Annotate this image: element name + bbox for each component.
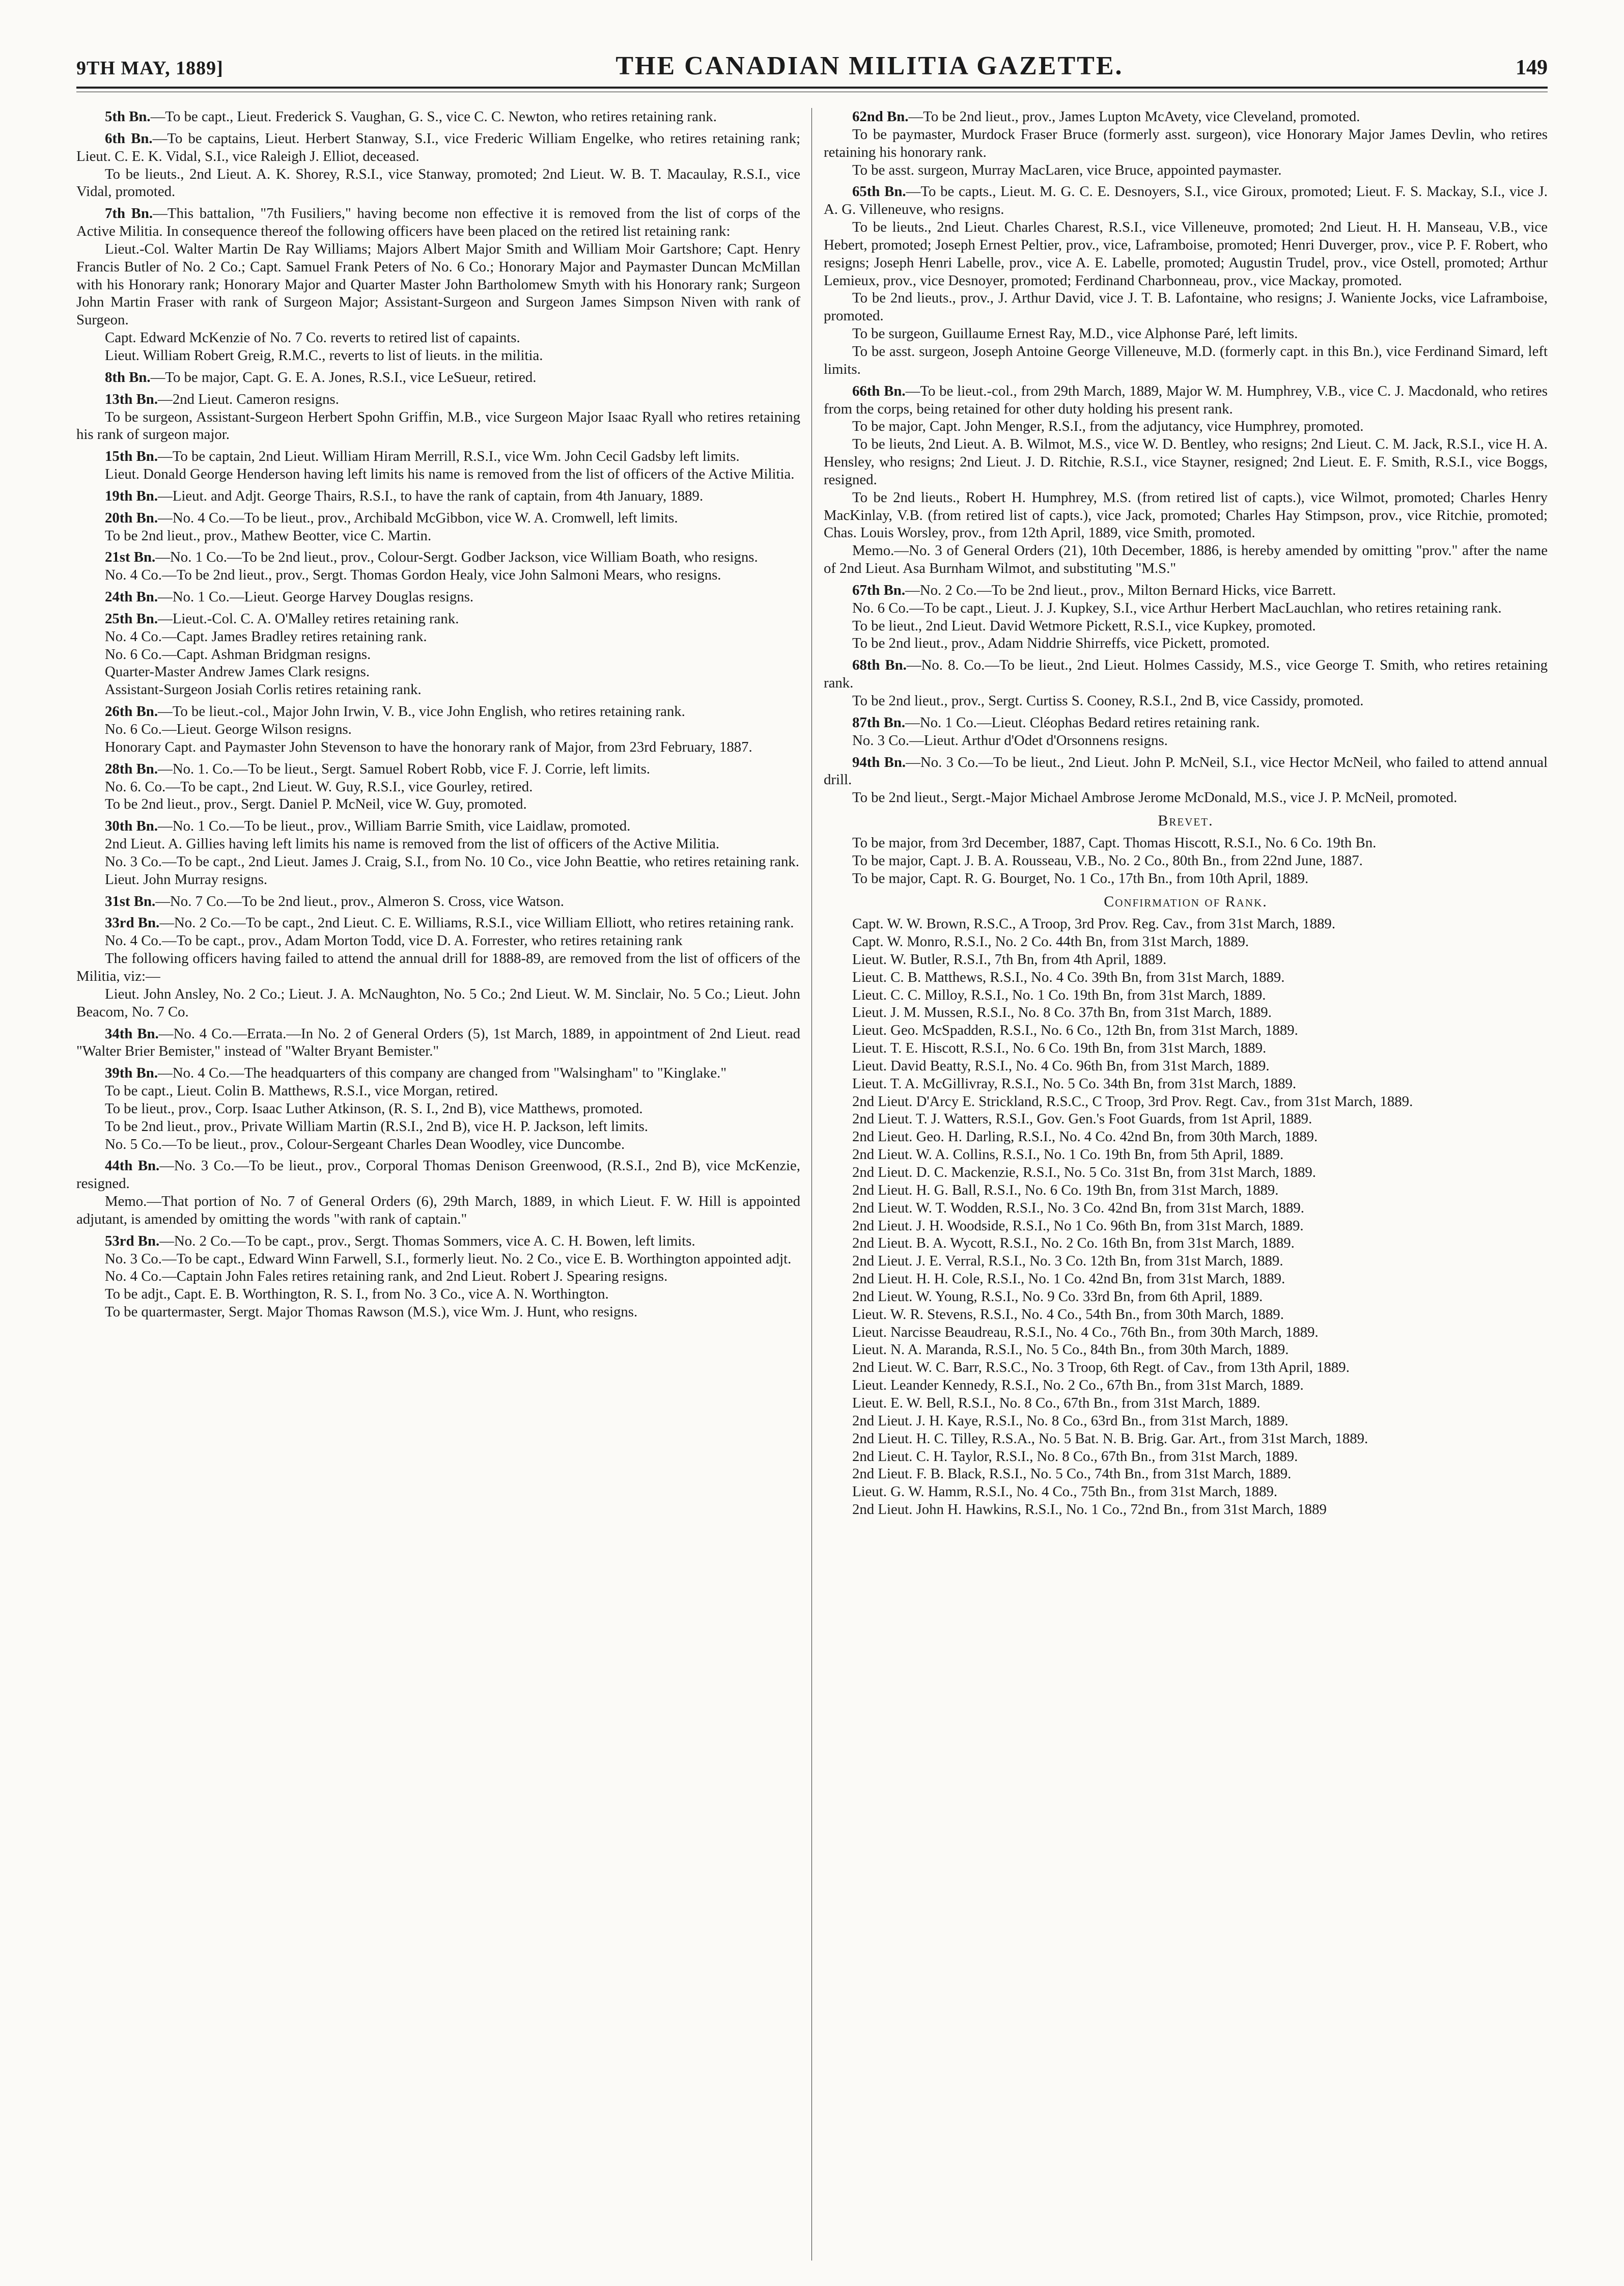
battalion-label: 20th Bn.: [105, 509, 158, 526]
order-line: —No. 7 Co.—To be 2nd lieut., prov., Almeron S. Cross, vice Watson.: [155, 893, 564, 910]
order-line: Honorary Capt. and Paymaster John Stevenson to have the honorary rank of Major, from 23rd February, 1887.: [105, 738, 752, 755]
order-line: To be lieut., 2nd Lieut. David Wetmore Pickett, R.S.I., vice Kupkey, promoted.: [852, 617, 1316, 634]
order-line: Lieut. Donald George Henderson having left limits his name is removed from the list of officers of the Active Militia.: [105, 466, 795, 483]
order-line: —To be capts., Lieut. M. G. C. E. Desnoyers, S.I., vice Giroux, promoted; Lieut. F. S. Mackay, S.I., vice J. A. G. Villeneuve, who resigns.: [824, 183, 1548, 218]
order-line: —To be capt., Lieut. Frederick S. Vaughan, G. S., vice C. C. Newton, who retires retaining rank.: [150, 108, 717, 125]
order-line: Lieut.-Col. Walter Martin De Ray Williams; Majors Albert Major Smith and William Moir Gartshore; Capt. Henry Francis Butler of No. 2 Co.; Capt. Samuel Frank Peters of No. 6 Co.; Honorary Major and Paymaster Duncan McMillan with his Honorary rank; Honorary Major and Quarter Master John Bartholomew Smyth with his Honorary rank; Surgeon John Martin Fraser with rank of Surgeon Major; Assistant-Surgeon and Surgeon James Simpson Niven with rank of Surgeon.: [76, 240, 800, 328]
order-text: [824, 183, 1548, 218]
order-entry: [76, 817, 800, 888]
order-entry: [824, 656, 1548, 710]
confirmation-line: Lieut. E. W. Bell, R.S.I., No. 8 Co., 67th Bn., from 31st March, 1889.: [852, 1394, 1261, 1411]
order-line: To be lieuts., 2nd Lieut. Charles Charest, R.S.I., vice Villeneuve, promoted; 2nd Lieut. H. H. Manseau, V.B., vice Hebert, promoted; Joseph Ernest Peltier, prov., vice, Laframboise, promoted; Henri Duverger, prov., vice P. F. Robert, who resigns; Joseph Henri Labelle, prov., vice A. E. Labelle, promoted; Augustin Trudel, prov., vice Ostell, promoted; Arthur Lemieux, prov., vice Desnoyer, promoted; Ferdinand Charbonneau, prov., vice Mackay, promoted.: [824, 219, 1548, 289]
order-line: —To be 2nd lieut., prov., James Lupton McAvety, vice Cleveland, promoted.: [908, 108, 1360, 125]
order-paragraph: [824, 218, 1548, 289]
order-line: —To be captains, Lieut. Herbert Stanway, S.I., vice Frederic William Engelke, who retires retaining rank; Lieut. C. E. K. Vidal, S.I., vice Raleigh J. Elliot, deceased.: [76, 130, 800, 164]
order-line: To be major, Capt. John Menger, R.S.I., from the adjutancy, vice Humphrey, promoted.: [852, 418, 1364, 435]
brevet-line: To be major, Capt. J. B. A. Rousseau, V.B., No. 2 Co., 80th Bn., from 22nd June, 1887.: [852, 852, 1363, 869]
order-entry: [824, 754, 1548, 807]
order-entry: [76, 369, 800, 387]
battalion-label: 8th Bn.: [105, 369, 151, 385]
confirmation-line: 2nd Lieut. W. A. Collins, R.S.I., No. 1 Co. 19th Bn, from 5th April, 1889.: [852, 1146, 1284, 1163]
page-number: 149: [1516, 56, 1548, 79]
order-paragraph: [76, 1136, 800, 1153]
order-paragraph: [76, 408, 800, 444]
order-line: No. 4 Co.—Capt. James Bradley retires retaining rank.: [105, 628, 427, 645]
order-line: To be lieuts., 2nd Lieut. A. K. Shorey, R.S.I., vice Stanway, promoted; 2nd Lieut. W. B. T. Macaulay, R.S.I., vice Vidal, promoted.: [76, 166, 800, 200]
confirmation-line: 2nd Lieut. H. C. Tilley, R.S.A., No. 5 Bat. N. B. Brig. Gar. Art., from 31st March, 1889.: [852, 1430, 1368, 1447]
order-paragraph: [76, 1303, 800, 1321]
order-paragraph: [76, 795, 800, 813]
order-line: No. 6 Co.—Capt. Ashman Bridgman resigns.: [105, 646, 371, 663]
order-paragraph: [76, 347, 800, 365]
confirmation-line: Lieut. G. W. Hamm, R.S.I., No. 4 Co., 75th Bn., from 31st March, 1889.: [852, 1483, 1278, 1500]
order-entry: [76, 487, 800, 505]
order-entry: [76, 205, 800, 365]
order-text: [76, 448, 800, 465]
order-line: To be 2nd lieut., prov., Private William Martin (R.S.I., 2nd B), vice H. P. Jackson, left limits.: [105, 1118, 648, 1135]
order-entry: [824, 108, 1548, 179]
order-line: —No. 2 Co.—To be 2nd lieut., prov., Milton Bernard Hicks, vice Barrett.: [905, 582, 1336, 598]
battalion-label: 31st Bn.: [105, 893, 156, 910]
order-paragraph: [76, 1118, 800, 1136]
order-paragraph: [76, 853, 800, 871]
confirmation-line: 2nd Lieut. J. H. Woodside, R.S.I., No 1 Co. 96th Bn, from 31st March, 1889.: [852, 1217, 1304, 1234]
order-text: [76, 391, 800, 408]
battalion-label: 94th Bn.: [852, 754, 906, 770]
confirmation-line: 2nd Lieut. D. C. Mackenzie, R.S.I., No. 5 Co. 31st Bn, from 31st March, 1889.: [852, 1164, 1317, 1180]
order-line: To be 2nd lieut., prov., Mathew Beotter, vice C. Martin.: [105, 527, 432, 544]
order-line: Capt. Edward McKenzie of No. 7 Co. reverts to retired list of capaints.: [105, 329, 520, 346]
confirmation-line: 2nd Lieut. Geo. H. Darling, R.S.I., No. 4 Co. 42nd Bn, from 30th March, 1889.: [852, 1128, 1318, 1145]
order-entry: [76, 1064, 800, 1153]
battalion-label: 68th Bn.: [852, 657, 907, 674]
order-line: To be lieut., prov., Corp. Isaac Luther Atkinson, (R. S. I., 2nd B), vice Matthews, promoted.: [105, 1100, 643, 1117]
order-paragraph: [824, 343, 1548, 378]
brevet-line: To be major, Capt. R. G. Bourget, No. 1 Co., 17th Bn., from 10th April, 1889.: [852, 870, 1309, 887]
order-line: —No. 1 Co.—To be 2nd lieut., prov., Colour-Sergt. Godber Jackson, vice William Boath, who resigns.: [155, 549, 758, 566]
brevet-section: [824, 834, 1548, 888]
order-text: [824, 754, 1548, 789]
order-line: Lieut. John Ansley, No. 2 Co.; Lieut. J. A. McNaughton, No. 5 Co.; 2nd Lieut. W. M. Sinclair, No. 5 Co.; Lieut. John Beacom, No. 7 Co.: [76, 985, 800, 1020]
confirmation-line: Lieut. T. E. Hiscott, R.S.I., No. 6 Co. 19th Bn, from 31st March, 1889.: [852, 1040, 1267, 1057]
order-paragraph: [76, 663, 800, 681]
order-text: [76, 1064, 800, 1082]
right-column-orders: [824, 108, 1548, 807]
issue-date: 9TH MAY, 1889]: [76, 58, 223, 79]
order-line: —To be lieut.-col., Major John Irwin, V. B., vice John English, who retires retaining rank.: [158, 703, 685, 720]
order-text: [76, 509, 800, 527]
order-text: [76, 588, 800, 606]
order-paragraph: [824, 635, 1548, 652]
order-text: [76, 914, 800, 932]
confirmation-line: 2nd Lieut. J. E. Verral, R.S.I., No. 3 Co. 12th Bn, from 31st March, 1889.: [852, 1253, 1283, 1270]
order-line: —2nd Lieut. Cameron resigns.: [158, 391, 339, 407]
order-line: To be 2nd lieut., Sergt.-Major Michael Ambrose Jerome McDonald, M.S., vice J. P. McNeil, promoted.: [852, 789, 1458, 806]
order-text: [76, 205, 800, 240]
order-line: —No. 1. Co.—To be lieut., Sergt. Samuel Robert Robb, vice F. J. Corrie, left limits.: [158, 760, 650, 777]
confirmation-line: 2nd Lieut. John H. Hawkins, R.S.I., No. 1 Co., 72nd Bn., from 31st March, 1889: [852, 1501, 1327, 1518]
order-paragraph: [76, 646, 800, 664]
order-paragraph: [824, 418, 1548, 435]
order-line: No. 3 Co.—To be capt., 2nd Lieut. James J. Craig, S.I., from No. 10 Co., vice John Beattie, who retires retaining rank.: [105, 853, 799, 870]
order-line: —No. 8. Co.—To be lieut., 2nd Lieut. Holmes Cassidy, M.S., vice George T. Smith, who retires retaining rank.: [824, 657, 1548, 692]
confirmation-line: Capt. W. Monro, R.S.I., No. 2 Co. 44th Bn, from 31st March, 1889.: [852, 933, 1249, 950]
order-line: No. 5 Co.—To be lieut., prov., Colour-Sergeant Charles Dean Woodley, vice Duncombe.: [105, 1136, 625, 1152]
battalion-label: 5th Bn.: [105, 108, 151, 125]
order-line: To be capt., Lieut. Colin B. Matthews, R.S.I., vice Morgan, retired.: [105, 1083, 498, 1099]
order-line: —Lieut.-Col. C. A. O'Malley retires retaining rank.: [158, 610, 459, 627]
order-line: No. 4 Co.—To be capt., prov., Adam Morton Todd, vice D. A. Forrester, who retires retaining rank: [105, 932, 683, 949]
order-line: To be 2nd lieut., prov., Sergt. Curtiss S. Cooney, R.S.I., 2nd B, vice Cassidy, promoted.: [852, 693, 1364, 709]
order-line: —No. 2 Co.—To be capt., 2nd Lieut. C. E. Williams, R.S.I., vice William Elliott, who retires retaining rank.: [159, 915, 794, 931]
left-column: [76, 108, 800, 2266]
battalion-label: 26th Bn.: [105, 703, 158, 720]
order-paragraph: [76, 835, 800, 853]
order-entry: [76, 760, 800, 814]
order-text: [76, 703, 800, 721]
order-line: Assistant-Surgeon Josiah Corlis retires retaining rank.: [105, 681, 422, 698]
confirmation-line: 2nd Lieut. H. H. Cole, R.S.I., No. 1 Co. 42nd Bn, from 31st March, 1889.: [852, 1271, 1285, 1287]
order-paragraph: [76, 1250, 800, 1268]
order-text: [76, 1232, 800, 1250]
order-paragraph: [76, 738, 800, 756]
order-paragraph: [76, 721, 800, 738]
order-line: No. 6. Co.—To be capt., 2nd Lieut. W. Guy, R.S.I., vice Gourley, retired.: [105, 778, 533, 795]
order-paragraph: [76, 1285, 800, 1303]
brevet-heading: Brevet.: [1158, 812, 1214, 830]
order-line: —No. 1 Co.—Lieut. Cléophas Bedard retires retaining rank.: [905, 714, 1260, 731]
battalion-label: 13th Bn.: [105, 391, 158, 407]
text-columns: [76, 108, 1548, 2266]
order-line: Quarter-Master Andrew James Clark resigns.: [105, 664, 370, 680]
order-line: To be asst. surgeon, Joseph Antoine George Villeneuve, M.D. (formerly capt. in this Bn.), vice Ferdinand Simard, left limits.: [824, 343, 1548, 377]
order-line: To be asst. surgeon, Murray MacLaren, vice Bruce, appointed paymaster.: [852, 161, 1282, 178]
order-line: —No. 4 Co.—Errata.—In No. 2 of General Orders (5), 1st March, 1889, in appointment of 2nd Lieut. read "Walter Brier Bemister," instead of "Walter Bryant Bemister.": [76, 1025, 800, 1060]
confirmation-line: Lieut. N. A. Maranda, R.S.I., No. 5 Co., 84th Bn., from 30th March, 1889.: [852, 1341, 1289, 1358]
confirmation-line: Lieut. T. A. McGillivray, R.S.I., No. 5 Co. 34th Bn, from 31st March, 1889.: [852, 1075, 1297, 1092]
battalion-label: 33rd Bn.: [105, 915, 160, 931]
order-text: [76, 487, 800, 505]
confirmation-heading: Confirmation of Rank.: [1104, 893, 1268, 910]
order-line: Lieut. John Murray resigns.: [105, 871, 268, 888]
confirmation-line: Lieut. Geo. McSpadden, R.S.I., No. 6 Co., 12th Bn, from 31st March, 1889.: [852, 1022, 1298, 1039]
order-line: To be surgeon, Assistant-Surgeon Herbert Spohn Griffin, M.B., vice Surgeon Major Isaac Ryall who retires retaining his rank of surgeon major.: [76, 408, 800, 443]
order-line: To be 2nd lieut., prov., Sergt. Daniel P. McNeil, vice W. Guy, promoted.: [105, 796, 527, 813]
battalion-label: 87th Bn.: [852, 714, 906, 731]
order-entry: [76, 548, 800, 584]
order-text: [824, 714, 1548, 732]
order-entry: [76, 130, 800, 201]
order-line: To be 2nd lieuts., prov., J. Arthur David, vice J. T. B. Lafontaine, who resigns; J. Waniente Jocks, vice Laframboise, promoted.: [824, 290, 1548, 324]
confirmation-line: Lieut. J. M. Mussen, R.S.I., No. 8 Co. 37th Bn, from 31st March, 1889.: [852, 1004, 1272, 1021]
order-entry: [76, 914, 800, 1021]
order-entry: [76, 588, 800, 606]
order-line: No. 4 Co.—Captain John Fales retires retaining rank, and 2nd Lieut. Robert J. Spearing resigns.: [105, 1268, 668, 1285]
order-text: [76, 817, 800, 835]
confirmation-line: 2nd Lieut. J. H. Kaye, R.S.I., No. 8 Co., 63rd Bn., from 31st March, 1889.: [852, 1412, 1289, 1429]
order-text: [824, 108, 1548, 126]
order-line: To be paymaster, Murdock Fraser Bruce (formerly asst. surgeon), vice Honorary Major James Devlin, who retires retaining his honorary rank.: [824, 126, 1548, 160]
order-paragraph: [76, 1193, 800, 1228]
order-paragraph: [824, 435, 1548, 489]
order-entry: [76, 703, 800, 756]
order-line: No. 3 Co.—To be capt., Edward Winn Farwell, S.I., formerly lieut. No. 2 Co., vice E. B. Worthington appointed adjt.: [105, 1250, 792, 1267]
battalion-label: 34th Bn.: [105, 1025, 159, 1042]
confirmation-line: Lieut. Leander Kennedy, R.S.I., No. 2 Co., 67th Bn., from 31st March, 1889.: [852, 1377, 1304, 1394]
confirmation-line: 2nd Lieut. H. G. Ball, R.S.I., No. 6 Co. 19th Bn, from 31st March, 1889.: [852, 1181, 1279, 1198]
order-line: No. 6 Co.—Lieut. George Wilson resigns.: [105, 721, 352, 737]
order-entry: [76, 448, 800, 483]
confirmation-line: Lieut. W. R. Stevens, R.S.I., No. 4 Co., 54th Bn., from 30th March, 1889.: [852, 1306, 1284, 1323]
confirmation-line: 2nd Lieut. W. Young, R.S.I., No. 9 Co. 33rd Bn, from 6th April, 1889.: [852, 1288, 1263, 1305]
header-rule-thick: [76, 87, 1548, 89]
order-entry: [76, 108, 800, 126]
brevet-line: To be major, from 3rd December, 1887, Capt. Thomas Hiscott, R.S.I., No. 6 Co. 19th Bn.: [852, 835, 1377, 851]
order-paragraph: [76, 628, 800, 646]
order-line: —To be lieut.-col., from 29th March, 1889, Major W. M. Humphrey, V.B., vice C. J. Macdonald, who retires from the corps, being retained for other duty holding his present rank.: [824, 382, 1548, 417]
order-line: —No. 3 Co.—To be lieut., 2nd Lieut. John P. McNeil, S.I., vice Hector McNeil, who failed to attend annual drill.: [824, 754, 1548, 788]
confirmation-line: Lieut. David Beatty, R.S.I., No. 4 Co. 96th Bn, from 31st March, 1889.: [852, 1057, 1270, 1074]
confirmation-line: 2nd Lieut. D'Arcy E. Strickland, R.S.C., C Troop, 3rd Prov. Regt. Cav., from 31st March, 1889.: [852, 1093, 1413, 1110]
order-text: [76, 610, 800, 628]
order-text: [76, 893, 800, 911]
confirmation-section: [824, 915, 1548, 1519]
battalion-label: 21st Bn.: [105, 549, 156, 566]
order-entry: [76, 1025, 800, 1061]
order-paragraph: [76, 527, 800, 545]
battalion-label: 66th Bn.: [852, 382, 906, 399]
order-paragraph: [824, 542, 1548, 577]
order-entry: [824, 382, 1548, 577]
battalion-label: 6th Bn.: [105, 130, 153, 147]
confirmation-line: 2nd Lieut. C. H. Taylor, R.S.I., No. 8 Co., 67th Bn., from 31st March, 1889.: [852, 1448, 1298, 1465]
order-paragraph: [76, 240, 800, 329]
order-entry: [824, 582, 1548, 652]
order-line: —Lieut. and Adjt. George Thairs, R.S.I., to have the rank of captain, from 4th January, 1889.: [158, 487, 704, 504]
confirmation-line: 2nd Lieut. T. J. Watters, R.S.I., Gov. Gen.'s Foot Guards, from 1st April, 1889.: [852, 1111, 1312, 1127]
battalion-label: 30th Bn.: [105, 818, 158, 835]
order-text: [76, 130, 800, 166]
order-text: [76, 108, 800, 126]
order-text: [824, 656, 1548, 692]
battalion-label: 44th Bn.: [105, 1158, 160, 1174]
order-line: —No. 1 Co.—To be lieut., prov., William Barrie Smith, vice Laidlaw, promoted.: [158, 818, 631, 835]
battalion-label: 28th Bn.: [105, 760, 158, 777]
order-paragraph: [824, 161, 1548, 179]
confirmation-line: Lieut. C. B. Matthews, R.S.I., No. 4 Co. 39th Bn, from 31st March, 1889.: [852, 969, 1285, 985]
order-line: —To be captain, 2nd Lieut. William Hiram Merrill, R.S.I., vice Wm. John Cecil Gadsby left limits.: [158, 448, 740, 465]
order-line: —To be major, Capt. G. E. A. Jones, R.S.I., vice LeSueur, retired.: [150, 369, 537, 385]
order-entry: [76, 1157, 800, 1228]
battalion-label: 65th Bn.: [852, 183, 906, 200]
order-paragraph: [76, 778, 800, 796]
order-entry: [824, 714, 1548, 750]
confirmation-line: 2nd Lieut. F. B. Black, R.S.I., No. 5 Co., 74th Bn., from 31st March, 1889.: [852, 1466, 1292, 1482]
right-column: [824, 108, 1548, 2266]
order-paragraph: [76, 681, 800, 699]
order-text: [76, 1157, 800, 1193]
order-paragraph: [824, 289, 1548, 325]
order-paragraph: [824, 789, 1548, 807]
order-text: [76, 760, 800, 778]
order-line: —No. 3 Co.—To be lieut., prov., Corporal Thomas Denison Greenwood, (R.S.I., 2nd B), vice McKenzie, resigned.: [76, 1158, 800, 1192]
order-line: No. 6 Co.—To be capt., Lieut. J. J. Kupkey, S.I., vice Arthur Herbert MacLauchlan, who retires retaining rank.: [852, 599, 1502, 616]
confirmation-line: 2nd Lieut. W. T. Wodden, R.S.I., No. 3 Co. 42nd Bn, from 31st March, 1889.: [852, 1199, 1304, 1216]
battalion-label: 39th Bn.: [105, 1065, 158, 1082]
order-entry: [76, 391, 800, 444]
order-paragraph: [76, 932, 800, 950]
order-line: —No. 2 Co.—To be capt., prov., Sergt. Thomas Sommers, vice A. C. H. Bowen, left limits.: [159, 1232, 695, 1249]
confirmation-line: Lieut. C. C. Milloy, R.S.I., No. 1 Co. 19th Bn, from 31st March, 1889.: [852, 986, 1266, 1003]
order-paragraph: [76, 1082, 800, 1100]
order-paragraph: [76, 985, 800, 1021]
order-paragraph: [824, 617, 1548, 635]
order-text: [76, 1025, 800, 1061]
order-paragraph: [824, 325, 1548, 343]
order-line: —No. 4 Co.—To be lieut., prov., Archibald McGibbon, vice W. A. Cromwell, left limits.: [158, 509, 678, 526]
order-entry: [824, 183, 1548, 378]
battalion-label: 62nd Bn.: [852, 108, 909, 125]
order-line: —No. 4 Co.—The headquarters of this company are changed from "Walsingham" to "Kinglake.": [158, 1065, 727, 1082]
confirmation-line: 2nd Lieut. B. A. Wycott, R.S.I., No. 2 Co. 16th Bn, from 31st March, 1889.: [852, 1235, 1295, 1252]
order-entry: [76, 1232, 800, 1321]
order-line: The following officers having failed to attend the annual drill for 1888-89, are removed from the list of officers of the Militia, viz:—: [76, 950, 800, 984]
order-line: No. 4 Co.—To be 2nd lieut., prov., Sergt. Thomas Gordon Healy, vice John Salmoni Mears, who resigns.: [105, 567, 721, 584]
confirmation-line: Lieut. W. Butler, R.S.I., 7th Bn, from 4th April, 1889.: [852, 951, 1167, 968]
order-paragraph: [824, 732, 1548, 750]
order-paragraph: [76, 950, 800, 985]
battalion-label: 24th Bn.: [105, 589, 158, 605]
order-entry: [76, 509, 800, 545]
confirmation-line: 2nd Lieut. W. C. Barr, R.S.C., No. 3 Troop, 6th Regt. of Cav., from 13th April, 1889.: [852, 1359, 1350, 1376]
order-paragraph: [76, 1268, 800, 1285]
order-line: To be quartermaster, Sergt. Major Thomas Rawson (M.S.), vice Wm. J. Hunt, who resigns.: [105, 1304, 638, 1320]
order-line: To be 2nd lieut., prov., Adam Niddrie Shirreffs, vice Pickett, promoted.: [852, 635, 1270, 652]
order-paragraph: [76, 1100, 800, 1118]
masthead: [76, 51, 1548, 81]
order-line: 2nd Lieut. A. Gillies having left limits his name is removed from the list of officers of the Active Militia.: [105, 836, 720, 852]
order-entry: [76, 893, 800, 911]
order-text: [76, 369, 800, 387]
order-paragraph: [76, 566, 800, 584]
battalion-label: 25th Bn.: [105, 610, 158, 627]
order-line: Memo.—No. 3 of General Orders (21), 10th December, 1886, is hereby amended by omitting "prov." after the name of 2nd Lieut. Asa Burnham Wilmot, and substituting "M.S.": [824, 542, 1548, 577]
order-line: To be lieuts, 2nd Lieut. A. B. Wilmot, M.S., vice W. D. Bentley, who resigns; 2nd Lieut. C. M. Jack, R.S.I., vice H. A. Hensley, who resigns; 2nd Lieut. J. D. Ritchie, R.S.I., vice Stayner, resigned; 2nd Lieut. E. F. Smith, R.S.I., vice Boggs, resigned.: [824, 436, 1548, 488]
confirmation-line: Lieut. Narcisse Beaudreau, R.S.I., No. 4 Co., 76th Bn., from 30th March, 1889.: [852, 1324, 1319, 1340]
order-line: —No. 1 Co.—Lieut. George Harvey Douglas resigns.: [158, 589, 474, 605]
order-text: [824, 582, 1548, 599]
order-paragraph: [76, 166, 800, 201]
column-divider: [811, 108, 812, 2261]
order-paragraph: [76, 871, 800, 889]
order-paragraph: [824, 126, 1548, 161]
order-entry: [76, 610, 800, 699]
battalion-label: 15th Bn.: [105, 448, 158, 465]
order-paragraph: [824, 489, 1548, 542]
battalion-label: 19th Bn.: [105, 487, 158, 504]
order-line: Memo.—That portion of No. 7 of General Orders (6), 29th March, 1889, in which Lieut. F. W. Hill is appointed adjutant, is amended by omitting the words "with rank of captain.": [76, 1193, 800, 1227]
order-line: No. 3 Co.—Lieut. Arthur d'Odet d'Orsonnens resigns.: [852, 732, 1168, 749]
order-paragraph: [824, 599, 1548, 617]
order-line: Lieut. William Robert Greig, R.M.C., reverts to list of lieuts. in the militia.: [105, 347, 543, 364]
battalion-label: 7th Bn.: [105, 205, 153, 222]
battalion-label: 53rd Bn.: [105, 1232, 160, 1249]
battalion-label: 67th Bn.: [852, 582, 906, 598]
order-text: [824, 382, 1548, 418]
order-line: To be adjt., Capt. E. B. Worthington, R. S. I., from No. 3 Co., vice A. N. Worthington.: [105, 1286, 609, 1303]
publication-title: THE CANADIAN MILITIA GAZETTE.: [615, 51, 1124, 80]
order-paragraph: [76, 329, 800, 347]
order-line: —This battalion, "7th Fusiliers," having become non effective it is removed from the list of corps of the Active Militia. In consequence thereof the following officers have been placed on the retired list retaining rank:: [76, 205, 801, 240]
order-line: To be surgeon, Guillaume Ernest Ray, M.D., vice Alphonse Paré, left limits.: [852, 325, 1298, 342]
order-paragraph: [824, 692, 1548, 710]
order-paragraph: [76, 465, 800, 483]
confirmation-line: Capt. W. W. Brown, R.S.C., A Troop, 3rd Prov. Reg. Cav., from 31st March, 1889.: [852, 916, 1336, 932]
order-text: [76, 548, 800, 566]
order-line: To be 2nd lieuts., Robert H. Humphrey, M.S. (from retired list of capts.), vice Wilmot, promoted; Charles Henry MacKinlay, V.B. (from retired list of capts.), vice Jack, promoted; Charles Hay Stimpson, prov., vice Ritchie, promoted; Chas. Louis Worsley, prov., from 12th April, 1889, vice Smith, promoted.: [824, 489, 1548, 541]
